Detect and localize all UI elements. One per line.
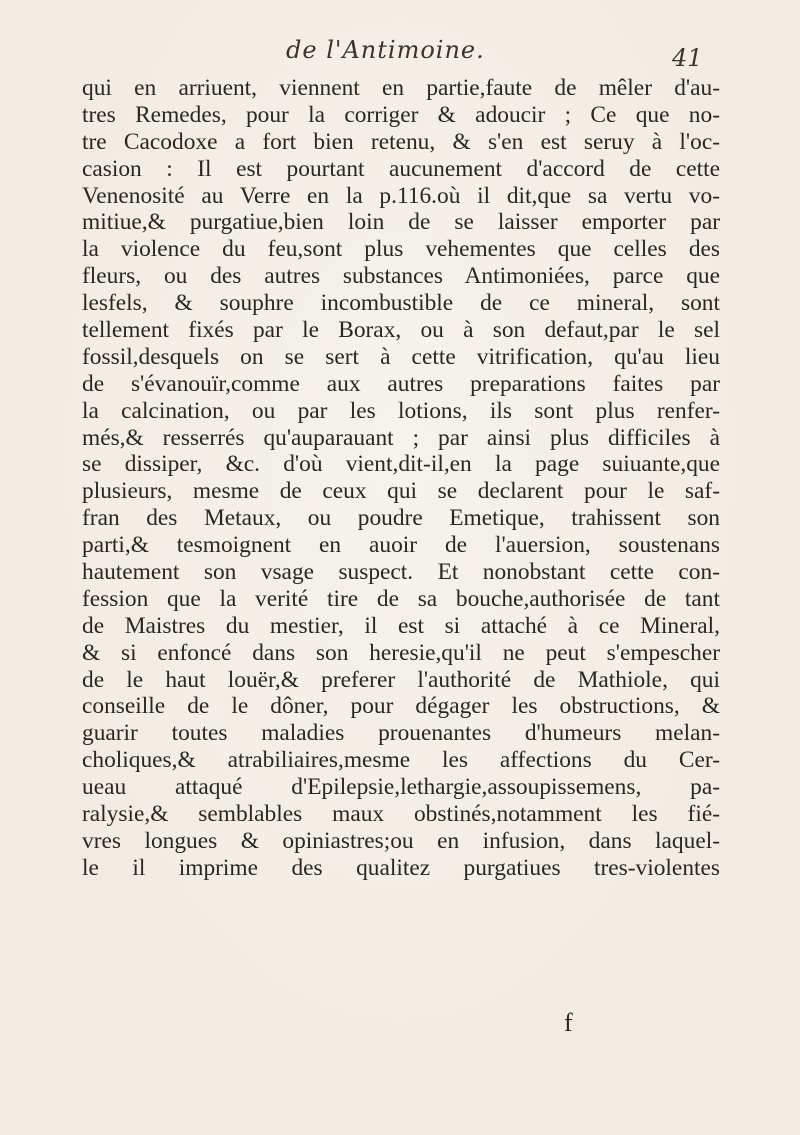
text-line: choliques,& atrabiliaires,mesme les affections du Cer- xyxy=(82,747,720,774)
text-line: tres Remedes, pour la corriger & adoucir ; Ce que no- xyxy=(82,101,720,128)
text-line: mitiue,& purgatiue,bien loin de se laisser emporter par xyxy=(82,209,720,236)
text-line: de s'évanouïr,comme aux autres preparations faites par xyxy=(82,370,720,397)
page-number: 41 xyxy=(672,44,703,72)
text-line: plusieurs, mesme de ceux qui se declarent pour le saf- xyxy=(82,478,720,505)
text-line: fossil,desquels on se sert à cette vitrification, qu'au lieu xyxy=(82,343,720,370)
text-line: la calcination, ou par les lotions, ils sont plus renfer- xyxy=(82,397,720,424)
text-line: Venenosité au Verre en la p.116.où il dit,que sa vertu vo- xyxy=(82,182,720,209)
text-line: tre Cacodoxe a fort bien retenu, & s'en est seruy à l'oc- xyxy=(82,128,720,155)
text-line: tellement fixés par le Borax, ou à son defaut,par le sel xyxy=(82,317,720,344)
text-line: hautement son vsage suspect. Et nonobstant cette con- xyxy=(82,559,720,586)
text-line: fleurs, ou des autres substances Antimoniées, parce que xyxy=(82,263,720,290)
text-line: fran des Metaux, ou poudre Emetique, trahissent son xyxy=(82,505,720,532)
text-line: més,& resserrés qu'auparauant ; par ainsi plus difficiles à xyxy=(82,424,720,451)
text-line: & si enfoncé dans son heresie,qu'il ne peut s'empescher xyxy=(82,639,720,666)
text-line: la violence du feu,sont plus vehementes que celles des xyxy=(82,236,720,263)
text-line: parti,& tesmoignent en auoir de l'auersion, soustenans xyxy=(82,532,720,559)
text-line: vres longues & opiniastres;ou en infusion, dans laquel- xyxy=(82,827,720,854)
text-line: fession que la verité tire de sa bouche,authorisée de tant xyxy=(82,585,720,612)
catchword: f xyxy=(564,1008,573,1037)
page-header xyxy=(0,36,800,76)
text-line: de Maistres du mestier, il est si attaché à ce Mineral, xyxy=(82,612,720,639)
text-line: lesfels, & souphre incombustible de ce mineral, sont xyxy=(82,290,720,317)
text-line: guarir toutes maladies prouenantes d'humeurs melan- xyxy=(82,720,720,747)
text-line: le il imprime des qualitez purgatiues tres-violentes xyxy=(82,854,720,881)
running-title: de l'Antimoine. xyxy=(286,36,485,64)
text-line: conseille de le dôner, pour dégager les obstructions, & xyxy=(82,693,720,720)
text-line: ralysie,& semblables maux obstinés,notamment les fié- xyxy=(82,801,720,828)
text-line: se dissiper, &c. d'où vient,dit-il,en la page suiuante,que xyxy=(82,451,720,478)
text-line: de le haut louër,& preferer l'authorité de Mathiole, qui xyxy=(82,666,720,693)
text-line: ueau attaqué d'Epilepsie,lethargie,assoupissemens, pa- xyxy=(82,774,720,801)
body-text xyxy=(82,75,720,882)
text-line: casion : Il est pourtant aucunement d'accord de cette xyxy=(82,155,720,182)
text-line: qui en arriuent, viennent en partie,faute de mêler d'au- xyxy=(82,75,720,101)
